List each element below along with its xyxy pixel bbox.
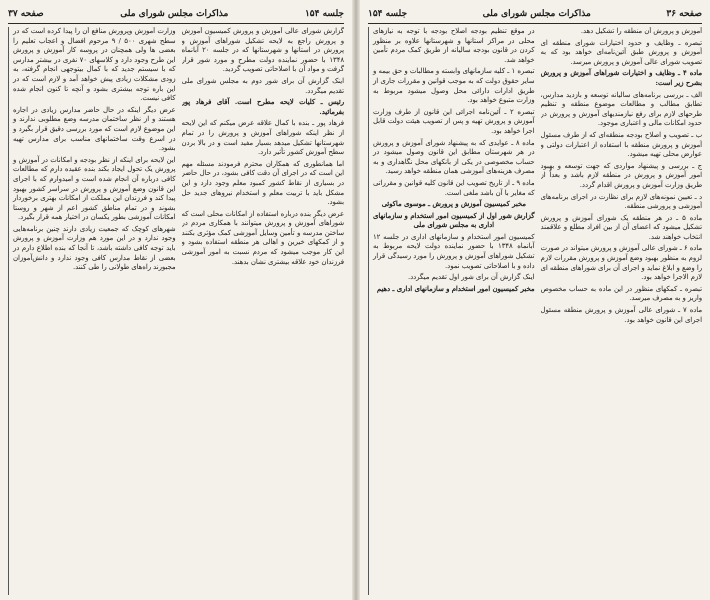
right-col1-para: گزارش شور اول از کمیسیون امور استخدام و سازمانهای اداری به مجلس شورای ملی xyxy=(373,211,535,230)
left-page-title: مذاکرات مجلس شورای ملی xyxy=(120,9,229,19)
right-col2-para: الف ـ بررسی برنامه‌های سالیانه توسعه و بازدید مدارس، تطابق مطالب و مطالعات موضوع منطقه و تنظیم طرحهای لازم برای رفع نیازمندیهای آموزش و پرورش در حدود امکانات مالی و اعتباری موجود. xyxy=(540,90,702,128)
left-col1-para: عرض دیگر اینکه در حال حاضر مدارس زیادی در اجاره هستند و از نظر ساختمان مدرسه وضع مطلوبی ندارند و این موضوع لازم است که مورد بررسی دقیق قرار بگیرد و در اسرع وقت ساختمانهای مناسب برای مدارس تهیه بشود. xyxy=(13,105,176,153)
left-col-right xyxy=(182,27,345,595)
left-col1-para: وزارت آموزش وپرورش منافع آن را پیدا کرده است که در سطح شهری ۵۰۰ / ۹ مرحوم افضال و اعجاب تعلیم را بعضی ها ولی همچنان در پروسه کار آموزش و پرورش این طرح وجود دارد و کلاسهای ۷۰ نفری در بیشتر مدارس که با سیستم جدید که با کمال بیتوجهی انجام گرفته، به زودی مشکلات زیادی پیش خواهد آمد و لازم است که در این باره توجه بیشتری بشود و آنچه تا کنون انجام شده کافی نیست. xyxy=(13,27,176,103)
right-columns xyxy=(368,27,702,595)
left-col2-para: عرض دیگر بنده درباره استفاده از امکانات محلی است که شوراهای آموزش و پرورش میتوانند با همکاری مردم در ساختن مدرسه و تأمین وسایل آموزشی کمک مؤثری بکنند و از کمکهای خیرین و اهالی هر منطقه استفاده بشود و این کار موجب میشود که مردم نسبت به امور آموزشی فرزندان خود علاقه بیشتری نشان بدهند. xyxy=(181,209,344,266)
right-col2-para: ماده ۶ ـ شورای عالی آموزش و پرورش میتواند در صورت لزوم به منظور بهبود وضع آموزش و پرورش مقررات لازم را وضع و ابلاغ نماید و اجرای آن برای شوراهای منطقه ای لازم الاجرا خواهد بود. xyxy=(540,244,702,282)
right-col2-para: آموزش و پرورش آن منطقه را تشکیل دهد. xyxy=(580,27,702,35)
right-col1-para: در موقع تنظیم بودجه اصلاح بودجه با توجه به نیازهای محلی در مراکز استانها و شهرستانها علاوه بر منظور کردن در قانون بودجه سالیانه از طریق کمک مردم تأمین خواهد شد. xyxy=(373,27,535,64)
right-col1-para: مخبر کمیسیون آموزش و پرورش ـ موسوی ماکوئی xyxy=(381,200,526,209)
right-page-header xyxy=(368,6,702,22)
right-page xyxy=(360,0,710,600)
left-page-header xyxy=(8,6,344,22)
right-col1-para: تبصره ۲ ـ آئین‌نامه اجرائی این قانون از طرف وزارت آموزش و پرورش تهیه و پس از تصویب هیئت دولت قابل اجرا خواهد بود. xyxy=(373,107,535,135)
left-col2-para: رئیس ـ کلیات لایحه مطرح است. آقای فرهاد پور بفرمائید. xyxy=(181,98,344,116)
left-col1-para: این لایحه برای اینکه از نظر بودجه و امکانات در آموزش و پرورش یک تحول ایجاد بکند بنده عقیده دارم که مطالعات کافی درباره آن انجام شده است و امیدوارم که با اجرای این قانون وضع آموزش و پرورش در سراسر کشور بهبود پیدا کند و فرزندان این مملکت از امکانات بهتری برخوردار بشوند و در تمام مناطق کشور اعم از شهر و روستا امکانات آموزشی بطور یکسان در اختیار همه قرار بگیرد. xyxy=(13,155,176,222)
left-header-rule xyxy=(8,23,344,24)
left-page xyxy=(0,0,352,600)
right-col2-para: تبصره ـ کمکهای منظور در این ماده به حساب مخصوص واریز و به مصرف میرسد. xyxy=(540,284,702,303)
right-col2-para: ماده ۵ ـ در هر منطقه یک شورای آموزش و پرورش تشکیل میشود که اعضای آن از بین افراد مطلع و علاقمند انتخاب خواهند شد. xyxy=(540,213,702,241)
left-col2-para: اما همانطوری که همکاران محترم فرمودند مسئله مهم این است که در اجرای آن دقت کافی بشود، در حال حاضر در بسیاری از نقاط کشور کمبود معلم وجود دارد و این مشکل باید با تربیت معلم و استخدام نیروهای جدید حل بشود. xyxy=(181,159,344,207)
left-col2-para: اینک گزارش آن برای شور دوم به مجلس شورای ملی تقدیم میگردد. xyxy=(181,76,344,95)
left-col2-para: فرهاد پور ـ بنده با کمال علاقه عرض میکنم که این لایحه از نظر اینکه شوراهای آموزش و پرورش را در تمام شهرستانها تشکیل میدهد بسیار مفید است و در بالا بردن سطح آموزش کشور تأثیر دارد. xyxy=(181,119,344,157)
right-col2-para: ماده ۷ ـ شورای عالی آموزش و پرورش منطقه مسئول اجرای این قانون خواهد بود. xyxy=(540,306,702,324)
right-header-rule xyxy=(368,23,702,24)
left-page-number: صفحه ۳۷ xyxy=(8,9,44,19)
book-gutter xyxy=(352,0,360,600)
right-col2-para: ب ـ تصویب و اصلاح بودجه منطقه‌ای که از طرف مسئول آموزش و پرورش منطقه با استفاده از اعتبارات دولتی و عوارض محلی تهیه میشود. xyxy=(540,130,702,159)
left-columns xyxy=(8,27,344,595)
right-page-number: صفحه ۳۶ xyxy=(666,9,702,19)
left-col1-para: شهرهای کوچک که جمعیت زیادی دارند چنین برنامه‌هایی وجود ندارد و در این مورد هم وزارت آموزش و پرورش باید توجه کافی داشته باشد، تا آنجا که بنده اطلاع دارم در بعضی از نقاط مدارس کافی وجود ندارد و دانش‌آموزان مجبورند راه‌های طولانی را طی کنند. xyxy=(13,224,176,272)
right-col1-para: مخبر کمیسیون امور استخدام و سازمانهای اداری ـ دهیم xyxy=(376,284,535,293)
right-col2-para: ج ـ بررسی و پیشنهاد مواردی که جهت توسعه و بهبود امور آموزش و پرورش در منطقه لازم باشد و بعداً از طریق وزارت آموزش و پرورش اقدام گردد. xyxy=(540,161,702,189)
left-col-left xyxy=(8,27,176,595)
right-session-label: جلسه ۱۵۴ xyxy=(368,9,408,19)
right-col-left xyxy=(368,27,535,595)
right-page-title: مذاکرات مجلس شورای ملی xyxy=(482,9,591,19)
right-col1-para: ماده ۹ ـ از تاریخ تصویب این قانون کلیه قوانین و مقرراتی که مغایر با آن باشد ملغی است. xyxy=(373,178,535,197)
right-col1-para: تبصره ۱ ـ کلیه سازمانهای وابسته و مطالبات و حق بیمه و سایر حقوق دولت که به موجب قوانین و مقررات جاری از طریق ادارات دارائی محل وصول میشود مربوط به وزارت متبوع خواهد بود. xyxy=(373,67,535,105)
right-col2-para: تبصره ـ وظایف و حدود اختیارات شورای منطقه ای آموزش و پرورش طبق آئین‌نامه‌ای خواهد بود که به تصویب شورای عالی آموزش و پرورش میرسد. xyxy=(540,38,702,66)
right-col2-para: ماده ۴ ـ وظایف و اختیارات شوراهای آموزش و پرورش بشرح زیر است: xyxy=(540,69,702,87)
left-col2-para: گزارش شورای عالی آموزش و پرورش کمیسیون آموزش و پرورش راجع به لایحه تشکیل شوراهای آموزش و پرورش در استانها و شهرستانها که در جلسه ۲۰ آبانماه ۱۳۴۸ با حضور نماینده دولت مطرح و مورد شور قرار گرفت و مواد آن با اصلاحاتی تصویب گردید. xyxy=(181,27,344,74)
left-session-label: جلسه ۱۵۴ xyxy=(304,9,344,19)
right-col1-para: کمیسیون امور استخدام و سازمانهای اداری در جلسه ۱۲ آبانماه ۱۳۴۸ با حضور نماینده دولت لایحه مربوط به تشکیل شوراهای آموزش و پرورش را مورد رسیدگی قرار داده و با اصلاحاتی تصویب نمود. xyxy=(373,232,535,270)
right-col1-para: ماده ۸ ـ عوایدی که به پیشنهاد شورای آموزش و پرورش در هر شهرستان مطابق این قانون وصول میشود در حساب مخصوصی در یکی از بانکهای محل نگاهداری و به مصرف هزینه‌های آموزشی همان منطقه خواهد رسید. xyxy=(373,138,535,176)
right-col-right xyxy=(541,27,703,595)
right-col2-para: د ـ تعیین نمونه‌های لازم برای نظارت در اجرای برنامه‌های آموزشی و پرورشی منطقه. xyxy=(540,192,702,211)
right-col1-para: اینک گزارش آن برای شور اول تقدیم میگردد. xyxy=(407,273,535,282)
